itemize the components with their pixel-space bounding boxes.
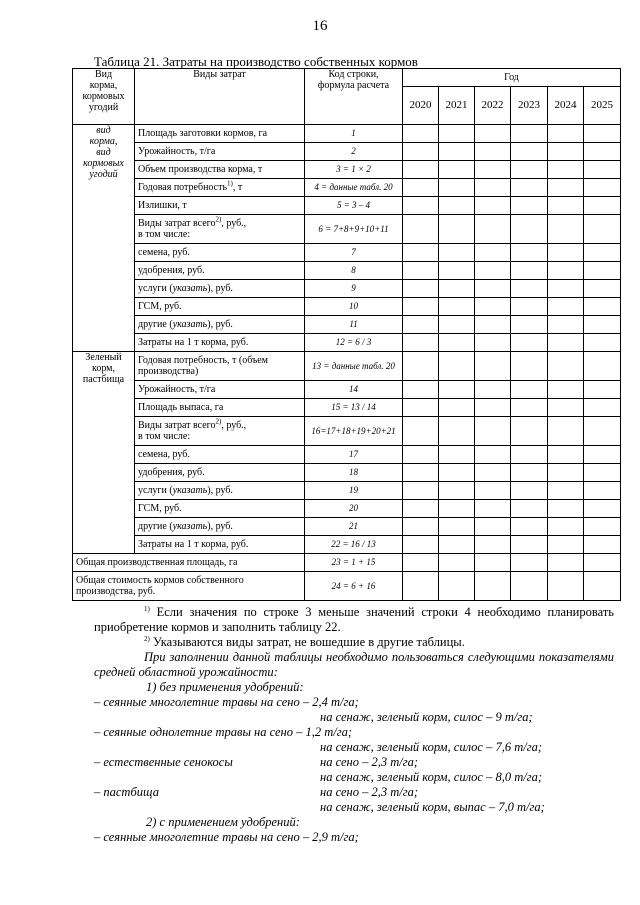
year-value-cell[interactable] xyxy=(403,417,439,446)
year-value-cell[interactable] xyxy=(403,298,439,316)
year-value-cell[interactable] xyxy=(548,352,584,381)
year-value-cell[interactable] xyxy=(439,215,475,244)
row-label: семена, руб. xyxy=(135,244,305,262)
header-feed-type xyxy=(73,69,135,125)
year-value-cell[interactable] xyxy=(548,399,584,417)
year-value-cell[interactable] xyxy=(548,197,584,215)
total-row-label: Общая стоимость кормов собственного производства, руб. xyxy=(73,572,305,601)
year-value-cell[interactable] xyxy=(475,244,511,262)
year-value-cell[interactable] xyxy=(511,179,548,197)
year-value-cell[interactable] xyxy=(403,446,439,464)
year-value-cell[interactable] xyxy=(548,518,584,536)
table-row xyxy=(73,500,621,518)
year-value-cell[interactable] xyxy=(475,572,511,601)
year-value-cell[interactable] xyxy=(475,446,511,464)
year-value-cell[interactable] xyxy=(584,446,621,464)
year-value-cell[interactable] xyxy=(475,125,511,143)
costs-table xyxy=(72,68,621,601)
year-value-cell[interactable] xyxy=(403,179,439,197)
row-code: 23 = 1 + 15 xyxy=(305,554,403,572)
year-value-cell[interactable] xyxy=(439,161,475,179)
row-label: удобрения, руб. xyxy=(135,262,305,280)
year-value-cell[interactable] xyxy=(584,572,621,601)
row-label: Годовая потребность, т (объем производства) xyxy=(135,352,305,381)
row-code: 13 = данные табл. 20 xyxy=(305,352,403,381)
row-code: 8 xyxy=(305,262,403,280)
group-label-feed-type xyxy=(73,125,135,352)
row-label: Виды затрат всего$^{2)}$, руб., в том числе: xyxy=(135,417,305,446)
table-row xyxy=(73,334,621,352)
row-code: 2 xyxy=(305,143,403,161)
year-value-cell[interactable] xyxy=(439,143,475,161)
year-value-cell[interactable] xyxy=(511,446,548,464)
year-value-cell[interactable] xyxy=(403,125,439,143)
year-value-cell[interactable] xyxy=(475,179,511,197)
year-value-cell[interactable] xyxy=(439,399,475,417)
year-value-cell[interactable] xyxy=(584,161,621,179)
year-value-cell[interactable] xyxy=(511,334,548,352)
year-value-cell[interactable] xyxy=(548,482,584,500)
year-value-cell[interactable] xyxy=(439,572,475,601)
table-row xyxy=(73,536,621,554)
row-label: Урожайность, т/га xyxy=(135,143,305,161)
year-value-cell[interactable] xyxy=(403,244,439,262)
year-value-cell[interactable] xyxy=(403,464,439,482)
row-label: Годовая потребность$^{1)}$, т xyxy=(135,179,305,197)
yield-line: на сенаж, зеленый корм, силос – 7,6 т/га; xyxy=(320,740,543,754)
year-value-cell[interactable] xyxy=(584,464,621,482)
year-value-cell[interactable] xyxy=(439,280,475,298)
row-label: ГСМ, руб. xyxy=(135,298,305,316)
year-value-cell[interactable] xyxy=(403,215,439,244)
year-value-cell[interactable] xyxy=(584,417,621,446)
table-row xyxy=(73,417,621,446)
year-value-cell[interactable] xyxy=(584,399,621,417)
year-value-cell[interactable] xyxy=(403,536,439,554)
table-row xyxy=(73,446,621,464)
year-value-cell[interactable] xyxy=(548,554,584,572)
year-value-cell[interactable] xyxy=(439,244,475,262)
year-value-cell[interactable] xyxy=(403,572,439,601)
year-value-cell[interactable] xyxy=(439,518,475,536)
year-value-cell[interactable] xyxy=(584,334,621,352)
table-row xyxy=(73,143,621,161)
row-label: услуги (указать), руб. xyxy=(135,280,305,298)
year-value-cell[interactable] xyxy=(511,500,548,518)
row-code: 24 = 6 + 16 xyxy=(305,572,403,601)
row-code: 11 xyxy=(305,316,403,334)
row-code: 18 xyxy=(305,464,403,482)
row-label: удобрения, руб. xyxy=(135,464,305,482)
table-row xyxy=(73,399,621,417)
year-value-cell[interactable] xyxy=(439,381,475,399)
year-value-cell[interactable] xyxy=(511,536,548,554)
row-code: 19 xyxy=(305,482,403,500)
year-value-cell[interactable] xyxy=(548,215,584,244)
year-value-cell[interactable] xyxy=(439,482,475,500)
header-year-value: 2025 xyxy=(584,87,621,125)
year-value-cell[interactable] xyxy=(511,298,548,316)
table-row xyxy=(73,215,621,244)
table-title: Таблица 21. Затраты на производство собственных кормов xyxy=(94,54,418,69)
year-value-cell[interactable] xyxy=(403,161,439,179)
row-code: 3 = 1 × 2 xyxy=(305,161,403,179)
header-year-value: 2024 xyxy=(548,87,584,125)
year-value-cell[interactable] xyxy=(475,143,511,161)
year-value-cell[interactable] xyxy=(403,500,439,518)
year-value-cell[interactable] xyxy=(439,446,475,464)
group-label-line: вид xyxy=(96,147,111,158)
year-value-cell[interactable] xyxy=(475,215,511,244)
header-code-line: Код строки, xyxy=(328,69,379,80)
year-value-cell[interactable] xyxy=(584,316,621,334)
row-label: ГСМ, руб. xyxy=(135,500,305,518)
year-value-cell[interactable] xyxy=(475,536,511,554)
row-code: 9 xyxy=(305,280,403,298)
header-year-value: 2023 xyxy=(511,87,548,125)
year-value-cell[interactable] xyxy=(475,280,511,298)
group-label-line: корма, xyxy=(89,136,118,147)
table-row xyxy=(73,244,621,262)
row-label: Затраты на 1 т корма, руб. xyxy=(135,536,305,554)
row-label: Урожайность, т/га xyxy=(135,381,305,399)
year-value-cell[interactable] xyxy=(403,482,439,500)
year-value-cell[interactable] xyxy=(439,316,475,334)
row-code: 1 xyxy=(305,125,403,143)
year-value-cell[interactable] xyxy=(403,399,439,417)
table-row xyxy=(73,464,621,482)
year-value-cell[interactable] xyxy=(439,262,475,280)
year-value-cell[interactable] xyxy=(584,125,621,143)
table-row xyxy=(73,518,621,536)
row-code: 16=17+18+19+20+21 xyxy=(305,417,403,446)
year-value-cell[interactable] xyxy=(439,352,475,381)
row-code: 7 xyxy=(305,244,403,262)
year-value-cell[interactable] xyxy=(584,536,621,554)
year-value-cell[interactable] xyxy=(548,298,584,316)
table-row xyxy=(73,161,621,179)
year-value-cell[interactable] xyxy=(475,161,511,179)
year-value-cell[interactable] xyxy=(403,316,439,334)
group-label-green-feed xyxy=(73,352,135,554)
row-code: 6 = 7+8+9+10+11 xyxy=(305,215,403,244)
year-value-cell[interactable] xyxy=(584,280,621,298)
yield-heading: 2) с применением удобрений: xyxy=(146,815,300,829)
year-value-cell[interactable] xyxy=(403,518,439,536)
row-label: Площадь заготовки кормов, га xyxy=(135,125,305,143)
table-row xyxy=(73,316,621,334)
year-value-cell[interactable] xyxy=(584,500,621,518)
row-label: Затраты на 1 т корма, руб. xyxy=(135,334,305,352)
year-value-cell[interactable] xyxy=(475,352,511,381)
year-value-cell[interactable] xyxy=(439,464,475,482)
year-value-cell[interactable] xyxy=(511,554,548,572)
year-value-cell[interactable] xyxy=(511,482,548,500)
year-value-cell[interactable] xyxy=(511,381,548,399)
year-value-cell[interactable] xyxy=(439,125,475,143)
yield-line: – сеянные многолетние травы на сено – 2,4 т/га; xyxy=(94,695,359,709)
row-label: Площадь выпаса, га xyxy=(135,399,305,417)
year-value-cell[interactable] xyxy=(403,280,439,298)
year-value-cell[interactable] xyxy=(439,500,475,518)
year-value-cell[interactable] xyxy=(439,197,475,215)
year-value-cell[interactable] xyxy=(548,334,584,352)
year-value-cell[interactable] xyxy=(584,215,621,244)
group-label-line: корм, xyxy=(91,363,116,374)
year-value-cell[interactable] xyxy=(439,179,475,197)
footnote-2: $^{2)}$ Указываются виды затрат, не вошедшие в другие таблицы. xyxy=(144,634,465,649)
year-value-cell[interactable] xyxy=(511,161,548,179)
row-code: 15 = 13 / 14 xyxy=(305,399,403,417)
header-feed-type-line: корма, xyxy=(89,80,118,91)
year-value-cell[interactable] xyxy=(584,518,621,536)
group-label-line: вид xyxy=(96,125,111,136)
row-label: Объем производства корма, т xyxy=(135,161,305,179)
year-value-cell[interactable] xyxy=(403,143,439,161)
row-label: услуги (указать), руб. xyxy=(135,482,305,500)
yield-intro: При заполнении данной таблицы необходимо пользоваться следующими показателями средней областной урожайности: xyxy=(94,650,614,679)
row-code: 22 = 16 / 13 xyxy=(305,536,403,554)
year-value-cell[interactable] xyxy=(511,215,548,244)
row-label: Виды затрат всего$^{2)}$, руб., в том числе: xyxy=(135,215,305,244)
row-code: 20 xyxy=(305,500,403,518)
page-number: 16 xyxy=(312,18,328,34)
table-row xyxy=(73,482,621,500)
header-feed-type-line: Вид xyxy=(94,69,113,80)
year-value-cell[interactable] xyxy=(584,143,621,161)
year-value-cell[interactable] xyxy=(548,244,584,262)
header-feed-type-line: кормовых xyxy=(82,91,125,102)
table-row xyxy=(73,381,621,399)
year-value-cell[interactable] xyxy=(403,262,439,280)
header-year: Год xyxy=(403,69,621,87)
row-label: другие (указать), руб. xyxy=(135,316,305,334)
year-value-cell[interactable] xyxy=(475,197,511,215)
header-feed-type-line: угодий xyxy=(88,102,119,113)
year-value-cell[interactable] xyxy=(584,179,621,197)
year-value-cell[interactable] xyxy=(439,298,475,316)
year-value-cell[interactable] xyxy=(548,572,584,601)
year-value-cell[interactable] xyxy=(475,334,511,352)
group-label-line: кормовых xyxy=(83,158,124,169)
year-value-cell[interactable] xyxy=(475,262,511,280)
year-value-cell[interactable] xyxy=(511,399,548,417)
year-value-cell[interactable] xyxy=(548,381,584,399)
yield-line: – пастбища на сено – 2,3 т/га; xyxy=(94,785,418,799)
year-value-cell[interactable] xyxy=(548,417,584,446)
year-value-cell[interactable] xyxy=(584,352,621,381)
row-code: 21 xyxy=(305,518,403,536)
table-row xyxy=(73,179,621,197)
year-value-cell[interactable] xyxy=(475,518,511,536)
year-value-cell[interactable] xyxy=(475,500,511,518)
yield-line: на сенаж, зеленый корм, силос – 9 т/га; xyxy=(320,710,533,724)
year-value-cell[interactable] xyxy=(548,500,584,518)
year-value-cell[interactable] xyxy=(511,518,548,536)
year-value-cell[interactable] xyxy=(584,381,621,399)
year-value-cell[interactable] xyxy=(584,244,621,262)
group-label-line: Зеленый xyxy=(85,352,122,363)
year-value-cell[interactable] xyxy=(439,417,475,446)
group-label-line: угодий xyxy=(89,169,118,180)
row-label: семена, руб. xyxy=(135,446,305,464)
year-value-cell[interactable] xyxy=(548,316,584,334)
row-code: 10 xyxy=(305,298,403,316)
year-value-cell[interactable] xyxy=(584,554,621,572)
row-code: 17 xyxy=(305,446,403,464)
row-code: 4 = данные табл. 20 xyxy=(305,179,403,197)
header-year-value: 2022 xyxy=(475,87,511,125)
table-row xyxy=(73,262,621,280)
year-value-cell[interactable] xyxy=(548,143,584,161)
year-value-cell[interactable] xyxy=(511,316,548,334)
year-value-cell[interactable] xyxy=(584,197,621,215)
year-value-cell[interactable] xyxy=(475,417,511,446)
year-value-cell[interactable] xyxy=(548,446,584,464)
year-value-cell[interactable] xyxy=(511,244,548,262)
year-value-cell[interactable] xyxy=(403,554,439,572)
year-value-cell[interactable] xyxy=(511,280,548,298)
year-value-cell[interactable] xyxy=(475,399,511,417)
year-value-cell[interactable] xyxy=(548,262,584,280)
year-value-cell[interactable] xyxy=(475,464,511,482)
yield-line: – естественные сенокосы на сено – 2,3 т/га; xyxy=(94,755,418,769)
year-value-cell[interactable] xyxy=(439,536,475,554)
row-code: 12 = 6 / 3 xyxy=(305,334,403,352)
total-row-label: Общая производственная площадь, га xyxy=(73,554,305,572)
yield-line: – сеянные многолетние травы на сено – 2,9 т/га; xyxy=(94,830,359,844)
year-value-cell[interactable] xyxy=(439,334,475,352)
table-row xyxy=(73,352,621,381)
year-value-cell[interactable] xyxy=(584,262,621,280)
year-value-cell[interactable] xyxy=(475,298,511,316)
row-label: другие (указать), руб. xyxy=(135,518,305,536)
row-code: 14 xyxy=(305,381,403,399)
year-value-cell[interactable] xyxy=(439,554,475,572)
yield-line: на сенаж, зеленый корм, выпас – 7,0 т/га; xyxy=(320,800,545,814)
row-code: 5 = 3 – 4 xyxy=(305,197,403,215)
year-value-cell[interactable] xyxy=(548,536,584,554)
table-row xyxy=(73,572,621,601)
year-value-cell[interactable] xyxy=(548,161,584,179)
table-row xyxy=(73,197,621,215)
header-cost-type: Виды затрат xyxy=(135,69,305,125)
year-value-cell[interactable] xyxy=(548,464,584,482)
year-value-cell[interactable] xyxy=(511,143,548,161)
year-value-cell[interactable] xyxy=(584,482,621,500)
year-value-cell[interactable] xyxy=(475,316,511,334)
year-value-cell[interactable] xyxy=(584,298,621,316)
header-code-line: формула расчета xyxy=(317,80,390,91)
yield-line: на сенаж, зеленый корм, силос – 8,0 т/га; xyxy=(320,770,543,784)
group-label-line: пастбища xyxy=(82,374,125,385)
header-year-value: 2020 xyxy=(403,87,439,125)
year-value-cell[interactable] xyxy=(403,381,439,399)
year-value-cell[interactable] xyxy=(475,554,511,572)
year-value-cell[interactable] xyxy=(511,197,548,215)
table-row xyxy=(73,125,621,143)
year-value-cell[interactable] xyxy=(548,125,584,143)
year-value-cell[interactable] xyxy=(511,352,548,381)
table-row xyxy=(73,298,621,316)
year-value-cell[interactable] xyxy=(403,197,439,215)
year-value-cell[interactable] xyxy=(548,280,584,298)
table-row xyxy=(73,554,621,572)
yield-line: – сеянные однолетние травы на сено – 1,2 т/га; xyxy=(94,725,353,739)
year-value-cell[interactable] xyxy=(511,464,548,482)
yield-heading: 1) без применения удобрений: xyxy=(146,680,304,694)
year-value-cell[interactable] xyxy=(511,572,548,601)
year-value-cell[interactable] xyxy=(403,352,439,381)
row-label: Излишки, т xyxy=(135,197,305,215)
table-row xyxy=(73,280,621,298)
year-value-cell[interactable] xyxy=(475,381,511,399)
header-year-value: 2021 xyxy=(439,87,475,125)
year-value-cell[interactable] xyxy=(403,334,439,352)
header-code xyxy=(305,69,403,125)
year-value-cell[interactable] xyxy=(511,262,548,280)
year-value-cell[interactable] xyxy=(475,482,511,500)
year-value-cell[interactable] xyxy=(511,125,548,143)
footnote-1: $^{1)}$ Если значения по строке 3 меньше значений строки 4 необходимо планировать приобретение кормов и заполнить таблицу 22. xyxy=(94,604,614,634)
year-value-cell[interactable] xyxy=(548,179,584,197)
year-value-cell[interactable] xyxy=(511,417,548,446)
footnotes-block xyxy=(94,605,614,845)
